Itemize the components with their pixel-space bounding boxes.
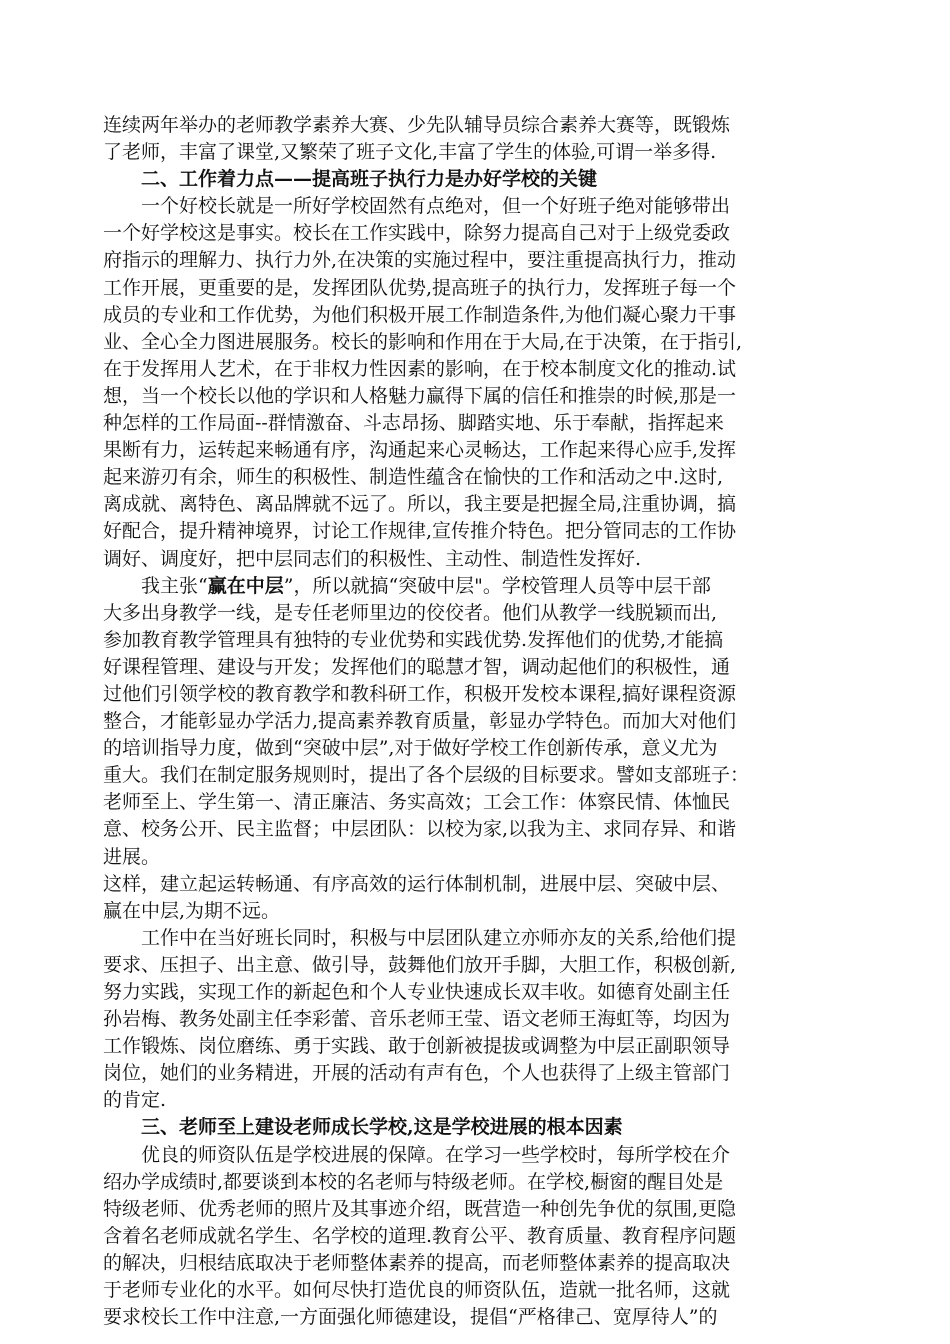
text-line: 好配合，提升精神境界，讨论工作规律,宣传推介特色。把分管同志的工作协 [103,520,737,543]
text-line: 好课程管理、建设与开发；发挥他们的聪慧才智，调动起他们的积极性，通 [103,655,731,678]
text-line: 这样，建立起运转畅通、有序高效的运行体制机制，进展中层、突破中层、 [103,872,731,895]
text-line: 调好、调度好，把中层同志们的积极性、主动性、制造性发挥好. [103,547,642,570]
text-line: 大多出身教学一线，是专任老师里边的佼佼者。他们从教学一线脱颖而出, [103,601,718,624]
text-line: 在于发挥用人艺术，在于非权力性因素的影响，在于校本制度文化的推动.试 [103,357,737,380]
text-line: 要求、压担子、出主意、做引导，鼓舞他们放开手脚，大胆工作，积极创新, [103,953,737,976]
text-line: 的解决，归根结底取决于老师整体素养的提高，而老师整体素养的提高取决 [103,1251,731,1274]
text-line: 府指示的理解力、执行力外,在决策的实施过程中，要注重提高执行力，推动 [103,249,737,272]
text-line: 一个好校长就是一所好学校固然有点绝对，但一个好班子绝对能够带出 [141,195,731,218]
text-line: 起来游刃有余，师生的积极性、制造性蕴含在愉快的工作和活动之中.这时, [103,466,724,489]
text-line: 种怎样的工作局面--群情激奋、斗志昂扬、脚踏实地、乐于奉献，指挥起来 [103,412,724,435]
text-line: 于老师专业化的水平。如何尽快打造优良的师资队伍，造就一批名师，这就 [103,1279,731,1302]
text-line: 连续两年举办的老师教学素养大赛、少先队辅导员综合素养大赛等，既锻炼 [103,114,731,136]
text-line: 过他们引领学校的教育教学和教科研工作，积极开发校本课程,搞好课程资源 [103,682,737,705]
text-segment: ”，所以就搞“突破中层"。学校管理人员等中层干部 [283,574,711,597]
text-line: 赢在中层,为期不远。 [103,899,281,922]
text-line: 果断有力，运转起来畅通有序，沟通起来心灵畅达，工作起来得心应手,发挥 [103,439,737,462]
document-page [103,112,863,1331]
emphasis-text: 赢在中层 [207,574,284,597]
text-line: 含着名老师成就名学生、名学校的道理.教育公平、教育质量、教育程序问题 [103,1224,737,1247]
text-segment: 我主张“ [141,574,208,597]
text-line: 工作开展，更重要的是，发挥团队优势,提高班子的执行力，发挥班子每一个 [103,276,737,299]
text-line: 业、全心全力图进展服务。校长的影响和作用在于大局,在于决策，在于指引, [103,330,743,353]
section-heading-2: 二、工作着力点——提高班子执行力是办好学校的关键 [141,168,598,191]
text-line: 的培训指导力度，做到“突破中层”,对于做好学校工作创新传承，意义尤为 [103,737,718,760]
text-line: 成员的专业和工作优势，为他们积极开展工作制造条件,为他们凝心聚力干事 [103,303,737,326]
text-line: 特级老师、优秀老师的照片及其事迹介绍，既营造一种创先争优的氛围,更隐 [103,1197,737,1220]
text-line: 努力实践，实现工作的新起色和个人专业快速成长双丰收。如德育处副主任 [103,981,731,1003]
text-line: 了老师，丰富了课堂,又繁荣了班子文化,丰富了学生的体验,可谓一举多得. [103,141,717,164]
text-line: 绍办学成绩时,都要谈到本校的名老师与特级老师。在学校,橱窗的醒目处是 [103,1170,724,1193]
text-line: 孙岩梅、教务处副主任李彩蕾、音乐老师王莹、语文老师王海虹等，均因为 [103,1008,731,1031]
text-line: 重大。我们在制定服务规则时，提出了各个层级的目标要求。譬如支部班子： [103,764,750,787]
text-line: 想，当一个校长以他的学识和人格魅力赢得下属的信任和推崇的时候,那是一 [103,384,737,407]
text-line: 的肯定. [103,1089,167,1112]
text-line: 工作中在当好班长同时，积极与中层团队建立亦师亦友的关系,给他们提 [141,926,737,949]
text-line: 优良的师资队伍是学校进展的保障。在学习一些学校时，每所学校在介 [141,1143,731,1166]
text-line: 整合，才能彰显办学活力,提高素养教育质量，彰显办学特色。而加大对他们 [103,710,737,733]
text-line: 岗位，她们的业务精进，开展的活动有声有色，个人也获得了上级主管部门 [103,1062,731,1085]
text-line: 参加教育教学管理具有独特的专业优势和实践优势.发挥他们的优势,才能搞 [103,628,724,651]
text-line: 要求校长工作中注意,一方面强化师德建设，提倡“严格律己、宽厚待人”的 [103,1306,718,1329]
text-line: 工作锻炼、岗位磨练、勇于实践、敢于创新被提拔或调整为中层正副职领导 [103,1035,731,1058]
text-line: 老师至上、学生第一、清正廉洁、务实高效；工会工作：体察民情、体恤民 [103,791,731,814]
text-line-with-emphasis [103,573,863,600]
text-line: 进展。 [103,845,161,868]
text-line: 意、校务公开、民主监督；中层团队：以校为家,以我为主、求同存异、和谐 [103,818,737,841]
text-line: 一个好学校这是事实。校长在工作实践中，除努力提高自己对于上级党委政 [103,222,731,245]
section-heading-3: 三、老师至上建设老师成长学校,这是学校进展的根本因素 [141,1116,623,1139]
text-line: 离成就、离特色、离品牌就不远了。所以，我主要是把握全局,注重协调，搞 [103,493,737,516]
